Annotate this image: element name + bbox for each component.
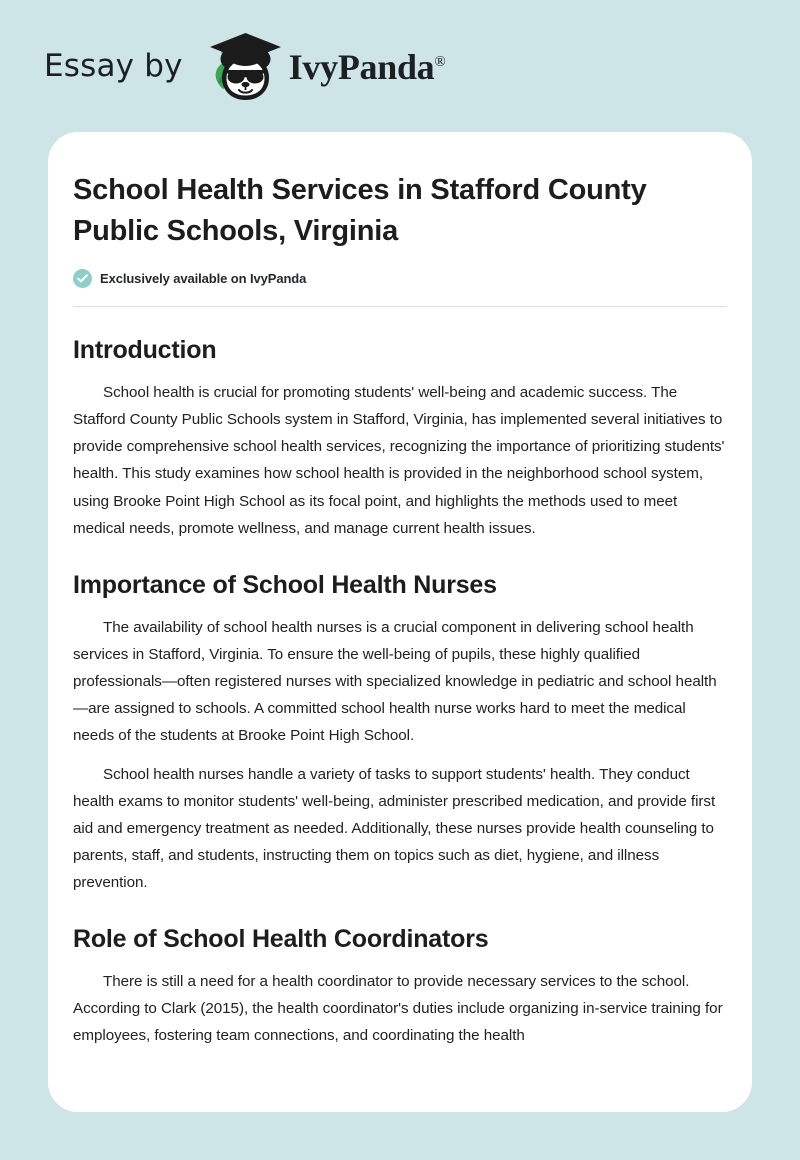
section-heading-role-of-school-health-coordinators: Role of School Health Coordinators [73, 925, 489, 954]
paragraph: School health nurses handle a variety of tasks to support students' health. They conduct health exams to monitor students' well-being, administer prescribed medication, and provide first aid and emergency treatment as needed. Additionally, these nurses provide health counseling to parents, staff, and students, instructing them on topics such as diet, hygiene, and illness prevention. [73, 765, 716, 892]
paragraph: The availability of school health nurses is a crucial component in delivering school health services in Stafford, Virginia. To ensure the well-being of pupils, these highly qualified professionals—often registered nurses with specialized knowledge in pediatric and school health—are assigned to schools. A committed school health nurse works hard to meet the medical needs of the students at Brooke Point High School. [73, 618, 717, 744]
section-heading-importance-of-school-health-nurses: Importance of School Health Nurses [73, 570, 497, 599]
essay-paper-card [48, 132, 752, 1112]
page-title: School Health Services in Stafford County Public Schools, Virginia [73, 174, 647, 248]
brand-header [0, 0, 800, 132]
ivypanda-wordmark-text: IvyPanda [288, 47, 435, 87]
essay-by-label: Essay by [44, 47, 183, 84]
paragraph: School health is crucial for promoting students' well-being and academic success. The Stafford County Public Schools system in Stafford, Virginia, has implemented several initiatives to provide comprehensive school health services, recognizing the importance of prioritizing students' health. This study examines how school health is provided in the neighborhood school system, using Brooke Point High School as its focal point, and highlights the methods used to meet medical needs, promote wellness, and manage current health issues. [73, 384, 725, 537]
section-heading-introduction: Introduction [73, 336, 217, 365]
panda-graduate-logo-icon [199, 31, 285, 105]
ivypanda-wordmark [289, 49, 446, 85]
paragraph: There is still a need for a health coordinator to provide necessary services to the school. According to Clark (2015), the health coordinator's duties include organizing in-service training for employees, fostering team connections, and coordinating the health [73, 973, 723, 1045]
availability-badge-row [73, 269, 727, 288]
availability-label: Exclusively available on IvyPanda [100, 271, 307, 287]
registered-trademark-symbol: ® [434, 54, 446, 70]
check-circle-icon [73, 269, 92, 288]
title-divider [73, 306, 727, 307]
